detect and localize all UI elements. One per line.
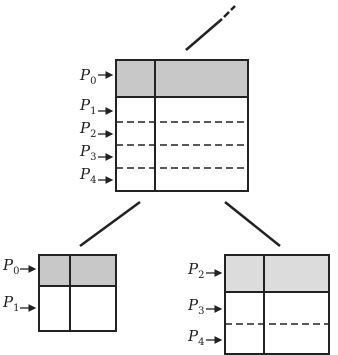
partition-label: $P_4$ xyxy=(188,327,205,348)
partition-label: $P_0$ xyxy=(3,256,20,277)
label-row xyxy=(79,142,112,163)
label-row xyxy=(79,96,112,117)
label-row xyxy=(187,296,221,317)
label-row xyxy=(187,327,221,348)
parent-connector-line xyxy=(186,19,222,50)
left-child-connector xyxy=(80,202,140,246)
left-block xyxy=(39,255,116,331)
right-block-labels xyxy=(187,260,221,348)
partition-label: $P_3$ xyxy=(80,142,97,163)
parent-connector-dash xyxy=(224,12,229,17)
right-block-header xyxy=(225,255,329,292)
right-child-connector xyxy=(225,202,280,246)
partition-label: $P_4$ xyxy=(80,165,97,186)
left-block-labels xyxy=(2,256,35,314)
partition-label: $P_2$ xyxy=(80,119,97,140)
tree-connectors xyxy=(80,6,280,246)
label-row xyxy=(79,66,112,87)
partition-label: $P_1$ xyxy=(3,293,20,314)
label-row xyxy=(2,293,35,314)
parent-connector-dash xyxy=(231,6,235,10)
top-block-header xyxy=(116,60,248,97)
top-block-labels xyxy=(79,66,112,186)
label-row xyxy=(79,119,112,140)
partition-label: $P_3$ xyxy=(188,296,205,317)
label-row xyxy=(79,165,112,186)
right-block xyxy=(225,255,329,354)
partition-label: $P_2$ xyxy=(188,260,205,281)
left-block-header xyxy=(39,255,116,286)
label-row xyxy=(187,260,221,281)
label-row xyxy=(2,256,35,277)
top-block xyxy=(116,60,248,191)
partition-label: $P_1$ xyxy=(80,96,97,117)
partition-label: $P_0$ xyxy=(80,66,97,87)
